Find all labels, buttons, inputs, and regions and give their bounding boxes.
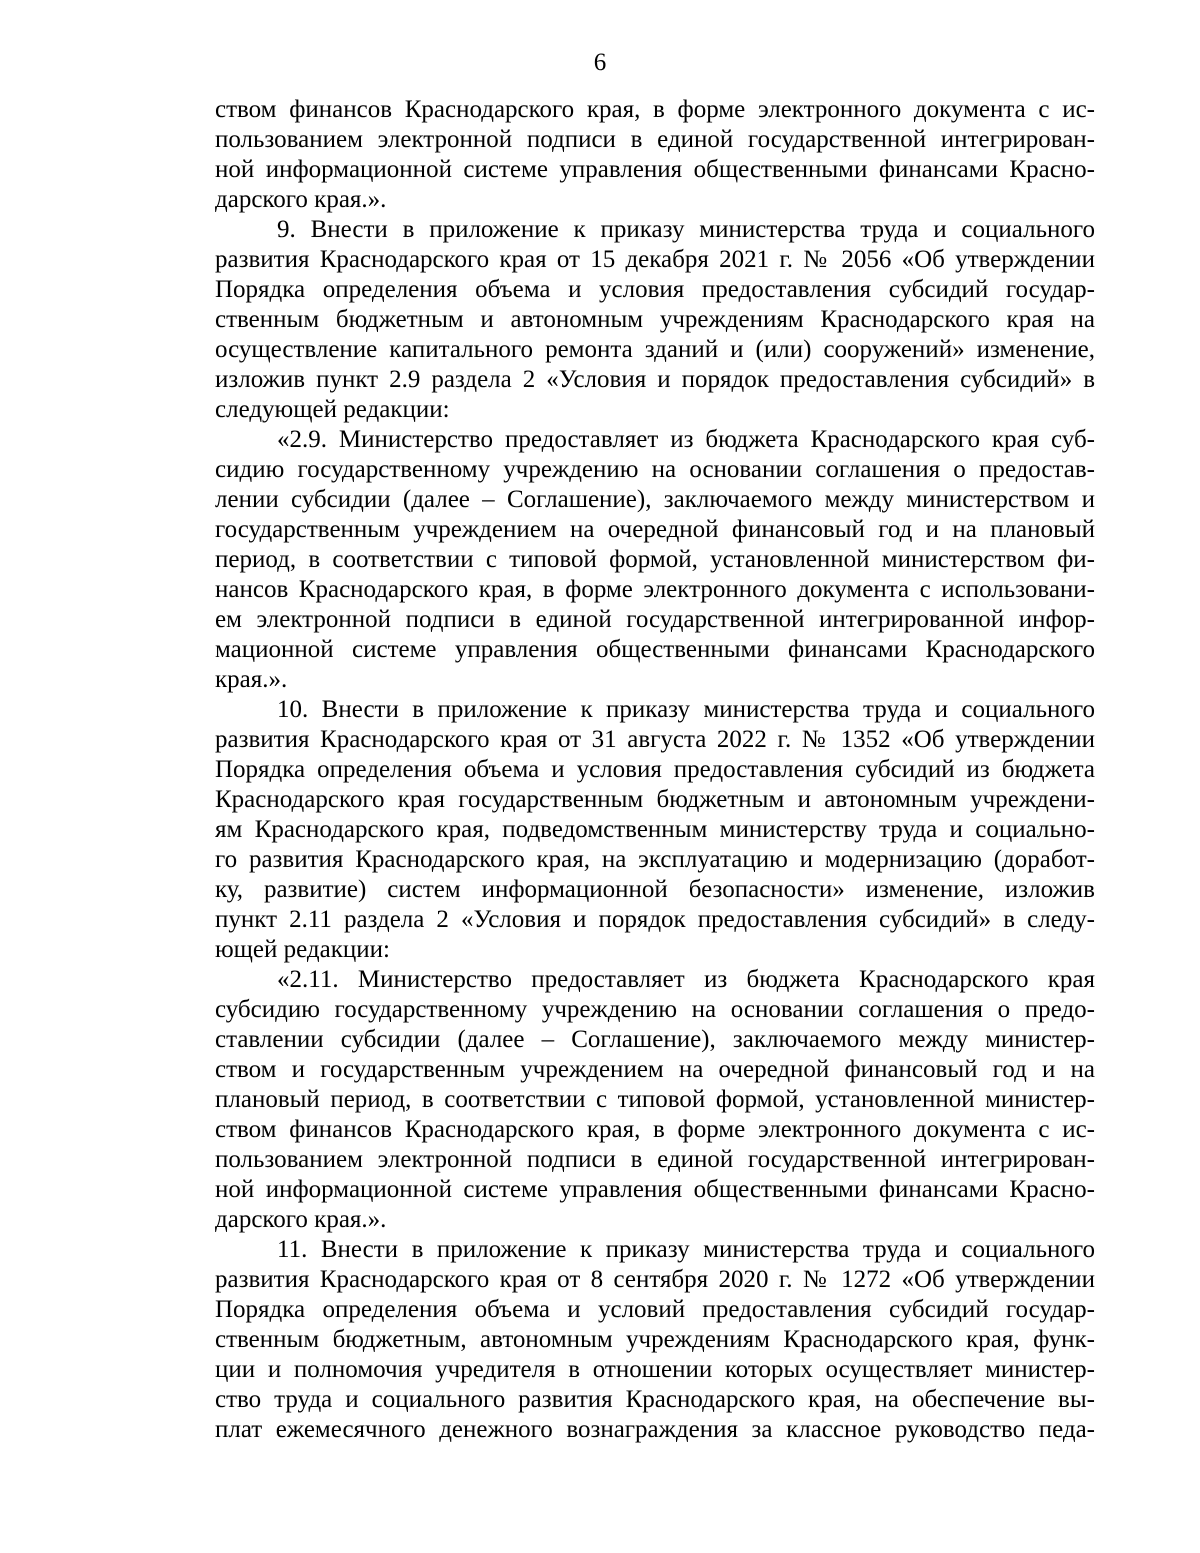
text-line: плановый период, в соответствии с типовой формой, установленной министер- — [215, 1086, 1095, 1113]
text-line: лении субсидии (далее – Соглашение), заключаемого между министерством и — [215, 486, 1095, 513]
text-line: ющей редакции: — [215, 936, 390, 963]
text-line: пункт 2.11 раздела 2 «Условия и порядок предоставления субсидий» в следу- — [215, 906, 1095, 933]
text-line: пользованием электронной подписи в единой государственной интегрирован- — [215, 126, 1095, 153]
text-line: ставлении субсидии (далее – Соглашение), заключаемого между министер- — [215, 1026, 1095, 1053]
text-line: развития Краснодарского края от 15 декабря 2021 г. № 2056 «Об утверждении — [215, 246, 1095, 273]
text-line: ственным бюджетным, автономным учреждениям Краснодарского края, функ- — [215, 1326, 1095, 1353]
text-line: изложив пункт 2.9 раздела 2 «Условия и порядок предоставления субсидий» в — [215, 366, 1095, 393]
text-line: субсидию государственному учреждению на основании соглашения о предо- — [215, 996, 1095, 1023]
text-line: ем электронной подписи в единой государственной интегрированной инфор- — [215, 606, 1095, 633]
text-line: ной информационной системе управления общественными финансами Красно- — [215, 1176, 1095, 1203]
paragraph-start-line: 10. Внести в приложение к приказу министерства труда и социального — [277, 696, 1095, 723]
text-line: Порядка определения объема и условий предоставления субсидий государ- — [215, 1296, 1095, 1323]
text-line: ям Краснодарского края, подведомственным министерству труда и социально- — [215, 816, 1095, 843]
text-line: го развития Краснодарского края, на эксплуатацию и модернизацию (доработ- — [215, 846, 1095, 873]
text-line: развития Краснодарского края от 31 августа 2022 г. № 1352 «Об утверждении — [215, 726, 1095, 753]
text-line: дарского края.». — [215, 186, 387, 213]
text-line: нансов Краснодарского края, в форме электронного документа с использовани- — [215, 576, 1095, 603]
text-line: государственным учреждением на очередной финансовый год и на плановый — [215, 516, 1095, 543]
text-line: ной информационной системе управления общественными финансами Красно- — [215, 156, 1095, 183]
paragraph-start-line: 9. Внести в приложение к приказу министерства труда и социального — [277, 216, 1095, 243]
text-line: ством финансов Краснодарского края, в форме электронного документа с ис- — [215, 96, 1095, 123]
text-line: ку, развитие) систем информационной безопасности» изменение, изложив — [215, 876, 1095, 903]
text-line: ции и полномочия учредителя в отношении которых осуществляет министер- — [215, 1356, 1095, 1383]
paragraph-start-line: «2.9. Министерство предоставляет из бюджета Краснодарского края суб- — [277, 426, 1095, 453]
paragraph-start-line: «2.11. Министерство предоставляет из бюджета Краснодарского края — [277, 966, 1095, 993]
text-line: осуществление капитального ремонта зданий и (или) сооружений» изменение, — [215, 336, 1095, 363]
text-line: ством и государственным учреждением на очередной финансовый год и на — [215, 1056, 1095, 1083]
text-line: Краснодарского края государственным бюджетным и автономным учреждени- — [215, 786, 1095, 813]
text-line: ством финансов Краснодарского края, в форме электронного документа с ис- — [215, 1116, 1095, 1143]
text-line: Порядка определения объема и условия предоставления субсидий из бюджета — [215, 756, 1095, 783]
text-line: Порядка определения объема и условия предоставления субсидий государ- — [215, 276, 1095, 303]
text-line: ство труда и социального развития Краснодарского края, на обеспечение вы- — [215, 1386, 1095, 1413]
text-line: края.». — [215, 666, 288, 693]
text-line: пользованием электронной подписи в единой государственной интегрирован- — [215, 1146, 1095, 1173]
text-line: развития Краснодарского края от 8 сентября 2020 г. № 1272 «Об утверждении — [215, 1266, 1095, 1293]
text-line: следующей редакции: — [215, 396, 450, 423]
text-line: дарского края.». — [215, 1206, 387, 1233]
text-line: ственным бюджетным и автономным учреждениям Краснодарского края на — [215, 306, 1095, 333]
text-line: сидию государственному учреждению на основании соглашения о предостав- — [215, 456, 1095, 483]
text-line: плат ежемесячного денежного вознаграждения за классное руководство педа- — [215, 1416, 1095, 1443]
paragraph-start-line: 11. Внести в приложение к приказу министерства труда и социального — [277, 1236, 1095, 1263]
text-line: период, в соответствии с типовой формой, установленной министерством фи- — [215, 546, 1095, 573]
page-number: 6 — [593, 49, 607, 76]
text-line: мационной системе управления общественными финансами Краснодарского — [215, 636, 1095, 663]
